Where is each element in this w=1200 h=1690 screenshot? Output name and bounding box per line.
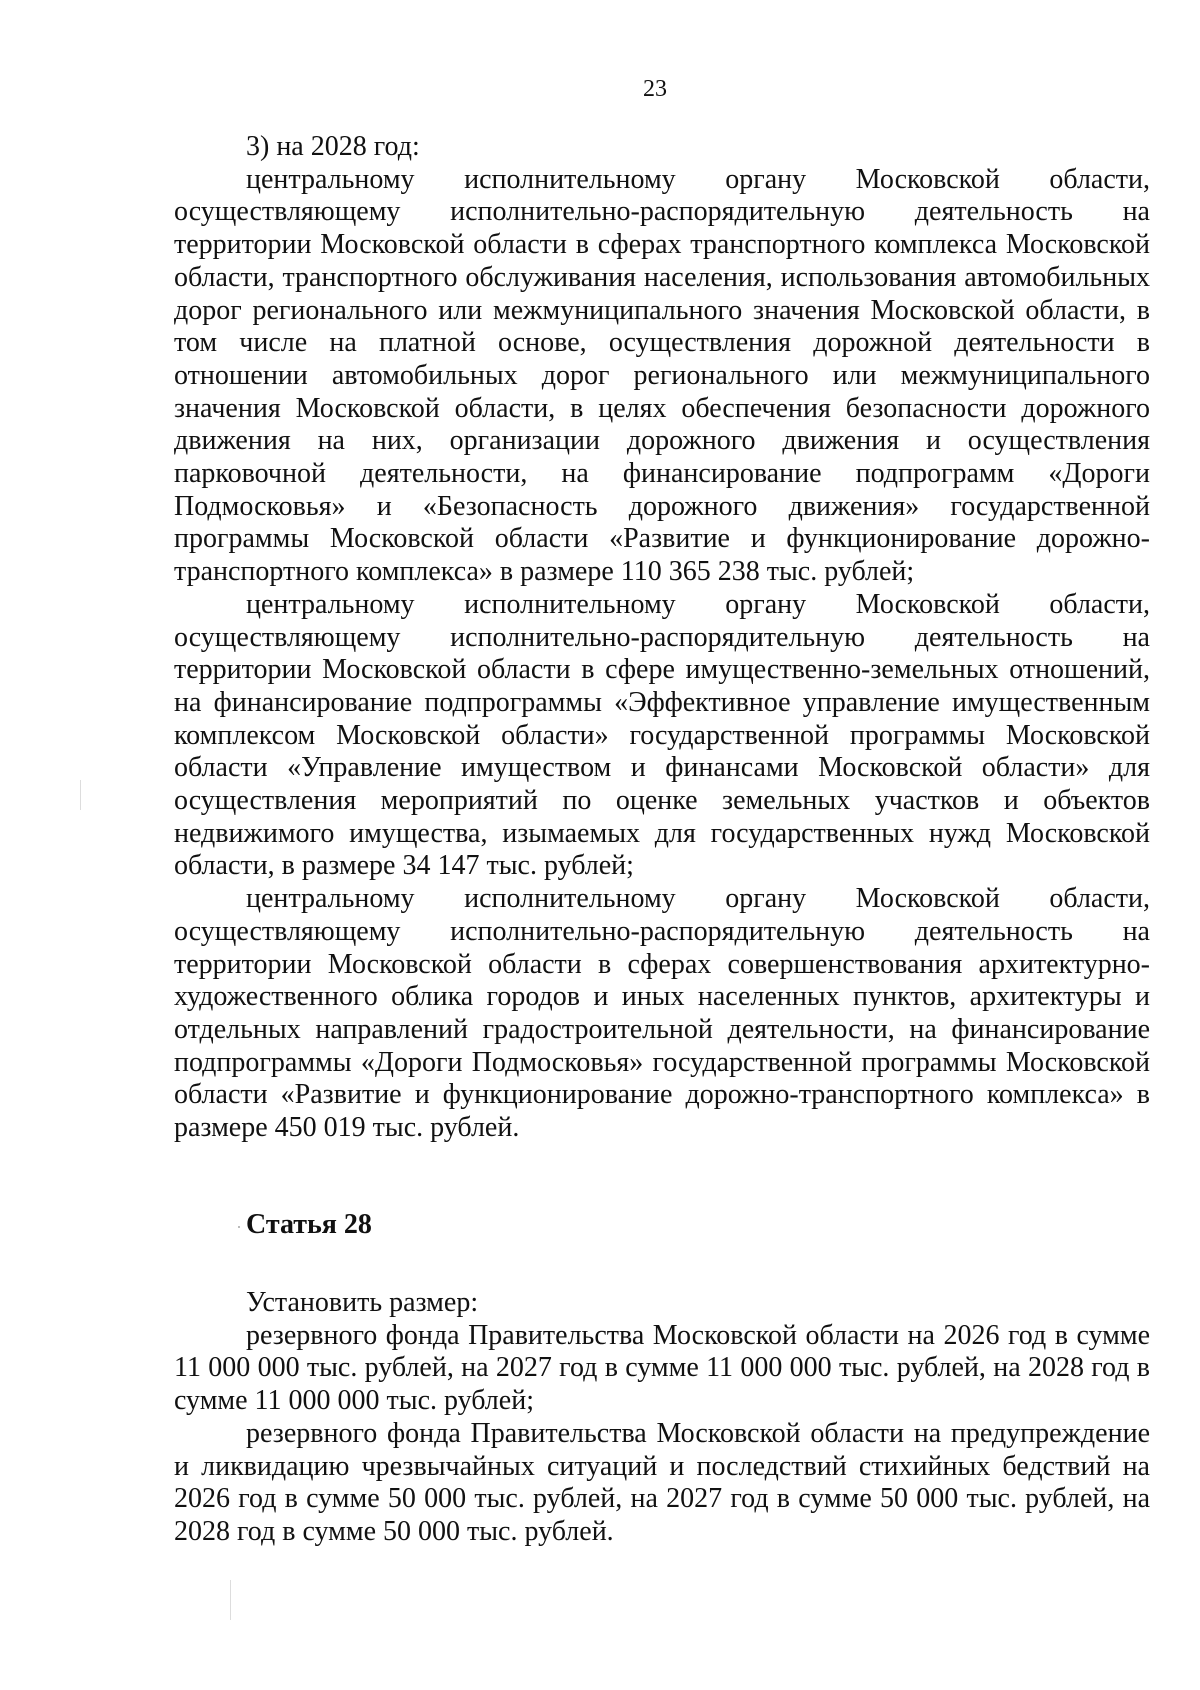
paragraph-transport: центральному исполнительному органу Московской области, осуществляющему исполнительно-распорядительную деятельность на территории Московской области в сферах транспортного комплекса Московской области, транспортного обслуживания населения, использования автомобильных дорог регионального или межмуниципального значения Московской области, в том числе на платной основе, осуществления дорожной деятельности в отношении автомобильных дорог регионального или межмуниципального значения Московской области, в целях обеспечения безопасности дорожного движения на них, организации дорожного движения и осуществления парковочной деятельности, на финансирование подпрограмм «Дороги Подмосковья» и «Безопасность дорожного движения» государственной программы Московской области «Развитие и функционирование дорожно-транспортного комплекса» в размере 110 365 238 тыс. рублей; — [174, 163, 1150, 588]
article-intro: Установить размер: — [246, 1287, 479, 1318]
article-body — [174, 1287, 1150, 1549]
page-number: 23 — [643, 76, 667, 102]
scan-artifact — [230, 1580, 231, 1620]
paragraph-emergency-fund: резервного фонда Правительства Московской области на предупреждение и ликвидацию чрезвычайных ситуаций и последствий стихийных бедствий на 2026 год в сумме 50 000 тыс. рублей, на 2027 год в сумме 50 000 тыс. рублей, на 2028 год в сумме 50 000 тыс. рублей. — [174, 1417, 1150, 1547]
body-text — [174, 131, 1150, 1145]
scan-artifact — [238, 1226, 240, 1228]
scan-artifact — [80, 780, 81, 810]
article-heading: Статья 28 — [246, 1209, 372, 1240]
paragraph-architecture: центральному исполнительному органу Московской области, осуществляющему исполнительно-распорядительную деятельность на территории Московской области в сферах совершенствования архитектурно-художественного облика городов и иных населенных пунктов, архитектуры и отдельных направлений градостроительной деятельности, на финансирование подпрограммы «Дороги Подмосковья» государственной программы Московской области «Развитие и функционирование дорожно-транспортного комплекса» в размере 450 019 тыс. рублей. — [174, 883, 1150, 1144]
paragraph-reserve-fund: резервного фонда Правительства Московской области на 2026 год в сумме 11 000 000 тыс. рублей, на 2027 год в сумме 11 000 000 тыс. рублей, на 2028 год в сумме 11 000 000 тыс. рублей; — [174, 1319, 1150, 1417]
paragraph-property: центральному исполнительному органу Московской области, осуществляющему исполнительно-распорядительную деятельность на территории Московской области в сфере имущественно-земельных отношений, на финансирование подпрограммы «Эффективное управление имущественным комплексом Московской области» государственной программы Московской области «Управление имуществом и финансами Московской области» для осуществления мероприятий по оценке земельных участков и объектов недвижимого имущества, изымаемых для государственных нужд Московской области, в размере 34 147 тыс. рублей; — [174, 588, 1150, 882]
paragraph-item-heading: 3) на 2028 год: — [246, 131, 420, 162]
